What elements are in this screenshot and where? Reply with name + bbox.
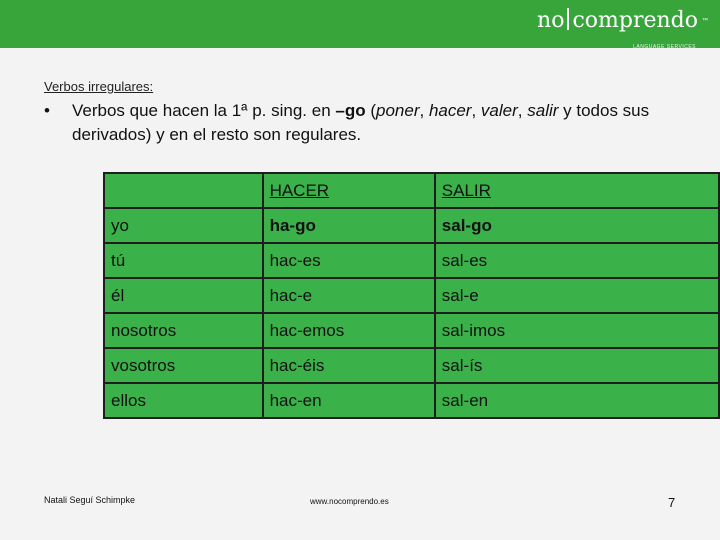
- conjugation-table: [103, 172, 720, 419]
- logo-no: no: [537, 8, 565, 33]
- table-row: [104, 208, 719, 243]
- table-row: [104, 243, 719, 278]
- pronoun-cell: tú: [104, 243, 263, 278]
- bullet-text: Verbos que hacen la 1ª p. sing. en –go (poner, hacer, valer, salir y todos sus derivados) y en el resto son regulares.: [72, 101, 650, 144]
- table-header-row: [104, 173, 719, 208]
- salir-cell: sal-ís: [435, 348, 719, 383]
- salir-cell: sal-e: [435, 278, 719, 313]
- bullet-emphasis: –go: [335, 101, 366, 120]
- salir-cell: sal-go: [435, 208, 719, 243]
- hacer-cell: hac-es: [263, 243, 435, 278]
- salir-cell: sal-en: [435, 383, 719, 418]
- logo-divider: [567, 8, 569, 30]
- footer-website-link[interactable]: www.nocomprendo.es: [310, 497, 389, 506]
- hacer-cell: ha-go: [263, 208, 435, 243]
- bullet-icon: •: [44, 101, 50, 120]
- footer-author: Natali Seguí Schimpke: [44, 495, 136, 505]
- hacer-cell: hac-en: [263, 383, 435, 418]
- table-row: [104, 278, 719, 313]
- hacer-cell: hac-e: [263, 278, 435, 313]
- header-cell-hacer: HACER: [263, 173, 435, 208]
- header-cell-salir: SALIR: [435, 173, 719, 208]
- logo-trademark: ™: [702, 18, 708, 24]
- header-bar: [0, 0, 720, 48]
- table-row: [104, 383, 719, 418]
- pronoun-cell: nosotros: [104, 313, 263, 348]
- pronoun-cell: yo: [104, 208, 263, 243]
- header-cell-empty: [104, 173, 263, 208]
- salir-cell: sal-imos: [435, 313, 719, 348]
- logo-comprendo: comprendo: [572, 8, 698, 33]
- pronoun-cell: él: [104, 278, 263, 313]
- pronoun-cell: vosotros: [104, 348, 263, 383]
- logo-subtitle: LANGUAGE SERVICES: [633, 44, 696, 50]
- pronoun-cell: ellos: [104, 383, 263, 418]
- brand-logo[interactable]: [537, 6, 708, 50]
- hacer-cell: hac-éis: [263, 348, 435, 383]
- salir-cell: sal-es: [435, 243, 719, 278]
- page-number: 7: [668, 495, 676, 510]
- slide-subtitle: Verbos irregulares:: [44, 79, 154, 94]
- table-row: [104, 348, 719, 383]
- hacer-cell: hac-emos: [263, 313, 435, 348]
- table-row: [104, 313, 719, 348]
